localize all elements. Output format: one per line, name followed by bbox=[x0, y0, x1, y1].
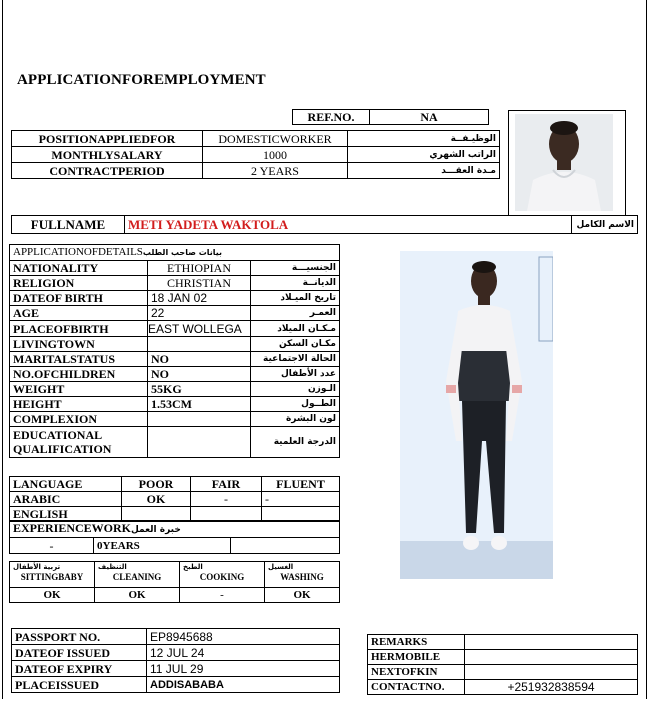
fullname-label: FULLNAME bbox=[12, 216, 125, 234]
english-label: ENGLISH bbox=[10, 507, 122, 522]
livingtown-label: LIVINGTOWN bbox=[10, 337, 148, 352]
nationality-ar: الجنسيـــة bbox=[251, 261, 340, 276]
salary-value: 1000 bbox=[203, 147, 348, 163]
place-issued-label: PLACEISSUED bbox=[12, 677, 147, 693]
education-value bbox=[148, 427, 251, 458]
position-ar: الوظيـفــة bbox=[348, 131, 500, 147]
remarks-value bbox=[465, 635, 638, 650]
fair-header: FAIR bbox=[191, 477, 262, 492]
age-ar: العمـر bbox=[251, 306, 340, 321]
skills-table bbox=[9, 561, 340, 603]
details-table bbox=[9, 244, 340, 458]
contract-label: CONTRACTPERIOD bbox=[12, 163, 203, 179]
experience-country: - bbox=[10, 538, 94, 554]
language-header: LANGUAGE bbox=[10, 477, 122, 492]
salary-ar: الراتب الشهري bbox=[348, 147, 500, 163]
nationality-value: ETHIOPIAN bbox=[148, 261, 251, 276]
issue-date-label: DATEOF ISSUED bbox=[12, 645, 147, 661]
arabic-poor: OK bbox=[122, 492, 191, 507]
skill-cooking-ar: الطبخ bbox=[183, 563, 203, 571]
pob-label: PLACEOFBIRTH bbox=[10, 321, 148, 337]
education-ar: الدرجة العلمية bbox=[251, 427, 340, 458]
ref-value: NA bbox=[370, 110, 489, 125]
arabic-fluent: - bbox=[262, 492, 340, 507]
remarks-table bbox=[367, 634, 638, 695]
skill-washing-header bbox=[265, 562, 340, 588]
salary-label: MONTHLYSALARY bbox=[12, 147, 203, 163]
skill-washing-label: WASHING bbox=[280, 572, 324, 582]
applicant-photo-full bbox=[400, 251, 553, 579]
expiry-date-value: 11 JUL 29 bbox=[147, 661, 340, 677]
religion-value: CHRISTIAN bbox=[148, 276, 251, 291]
dob-value: 18 JAN 02 bbox=[148, 291, 251, 306]
skill-cooking-header bbox=[180, 562, 265, 588]
dob-ar: تاريخ الميـلاد bbox=[251, 291, 340, 306]
marital-label: MARITALSTATUS bbox=[10, 352, 148, 367]
education-label-2: QUALIFICATION bbox=[13, 442, 112, 456]
details-header bbox=[10, 245, 340, 261]
education-label-1: EDUCATIONAL bbox=[13, 428, 103, 442]
marital-ar: الحالة الاجتماعية bbox=[251, 352, 340, 367]
pob-value: EAST WOLLEGA bbox=[148, 321, 251, 337]
education-label bbox=[10, 427, 148, 458]
weight-value: 55KG bbox=[148, 382, 251, 397]
position-label: POSITIONAPPLIEDFOR bbox=[12, 131, 203, 147]
issue-date-value: 12 JUL 24 bbox=[147, 645, 340, 661]
mobile-value bbox=[465, 650, 638, 665]
skill-cleaning-ar: التنظيف bbox=[98, 563, 127, 571]
experience-years: 0YEARS bbox=[94, 538, 231, 554]
skill-washing-ar: الغسيل bbox=[268, 563, 294, 571]
position-table bbox=[11, 130, 500, 179]
skill-sittingbaby-value: OK bbox=[10, 588, 95, 603]
height-label: HEIGHT bbox=[10, 397, 148, 412]
remarks-label: REMARKS bbox=[368, 635, 465, 650]
expiry-date-label: DATEOF EXPIRY bbox=[12, 661, 147, 677]
height-ar: الطــول bbox=[251, 397, 340, 412]
nationality-label: NATIONALITY bbox=[10, 261, 148, 276]
skill-sittingbaby-header bbox=[10, 562, 95, 588]
experience-extra bbox=[231, 538, 340, 554]
fullname-value: METI YADETA WAKTOLA bbox=[125, 216, 572, 234]
passport-table bbox=[11, 628, 340, 693]
contact-label: CONTACTNO. bbox=[368, 680, 465, 695]
skill-cleaning-header bbox=[95, 562, 180, 588]
details-header-en: APPLICATIONOFDETAILS bbox=[13, 246, 143, 258]
applicant-photo-small bbox=[515, 114, 613, 211]
complexion-value bbox=[148, 412, 251, 427]
passport-no-value: EP8945688 bbox=[147, 629, 340, 645]
ref-label: REF.NO. bbox=[293, 110, 370, 125]
skill-washing-value: OK bbox=[265, 588, 340, 603]
complexion-label: COMPLEXION bbox=[10, 412, 148, 427]
contract-value: 2 YEARS bbox=[203, 163, 348, 179]
skill-cooking-value: - bbox=[180, 588, 265, 603]
livingtown-value bbox=[148, 337, 251, 352]
language-table bbox=[9, 476, 340, 522]
kin-value bbox=[465, 665, 638, 680]
children-ar: عدد الأطفال bbox=[251, 367, 340, 382]
children-label: NO.OFCHILDREN bbox=[10, 367, 148, 382]
details-header-ar: بيانات صاحب الطلب bbox=[142, 248, 223, 257]
photo-frame-small bbox=[508, 110, 626, 216]
weight-label: WEIGHT bbox=[10, 382, 148, 397]
height-value: 1.53CM bbox=[148, 397, 251, 412]
skill-cleaning-label: CLEANING bbox=[112, 572, 162, 582]
kin-label: NEXTOFKIN bbox=[368, 665, 465, 680]
contract-ar: مـدة العقـــد bbox=[348, 163, 500, 179]
page-title: APPLICATIONFOREMPLOYMENT bbox=[17, 72, 266, 88]
skill-cleaning-value: OK bbox=[95, 588, 180, 603]
marital-value: NO bbox=[148, 352, 251, 367]
experience-header bbox=[10, 521, 340, 538]
mobile-label: HERMOBILE bbox=[368, 650, 465, 665]
arabic-fair: - bbox=[191, 492, 262, 507]
children-value: NO bbox=[148, 367, 251, 382]
poor-header: POOR bbox=[122, 477, 191, 492]
experience-label: EXPERIENCEWORK bbox=[13, 521, 132, 535]
ref-table bbox=[292, 109, 489, 125]
passport-no-label: PASSPORT NO. bbox=[12, 629, 147, 645]
contact-value: +251932838594 bbox=[465, 680, 638, 695]
skill-cooking-label: COOKING bbox=[199, 572, 245, 582]
age-value: 22 bbox=[148, 306, 251, 321]
fullname-table bbox=[11, 215, 638, 234]
experience-table bbox=[9, 520, 340, 554]
weight-ar: الـوزن bbox=[251, 382, 340, 397]
arabic-label: ARABIC bbox=[10, 492, 122, 507]
dob-label: DATEOF BIRTH bbox=[10, 291, 148, 306]
position-value: DOMESTICWORKER bbox=[203, 131, 348, 147]
fullname-ar: الاسم الكامل bbox=[572, 216, 638, 234]
pob-ar: مـكـان الميلاد bbox=[251, 321, 340, 337]
fluent-header: FLUENT bbox=[262, 477, 340, 492]
livingtown-ar: مكـان السكن bbox=[251, 337, 340, 352]
age-label: AGE bbox=[10, 306, 148, 321]
skill-sittingbaby-label: SITTINGBABY bbox=[20, 572, 84, 582]
complexion-ar: لون البشرة bbox=[251, 412, 340, 427]
religion-ar: الديانــة bbox=[251, 276, 340, 291]
place-issued-value: ADDISABABA bbox=[147, 677, 340, 693]
skill-sittingbaby-ar: تربية الأطفال bbox=[13, 563, 61, 571]
religion-label: RELIGION bbox=[10, 276, 148, 291]
experience-label-ar: خبرة العمل bbox=[131, 525, 181, 535]
